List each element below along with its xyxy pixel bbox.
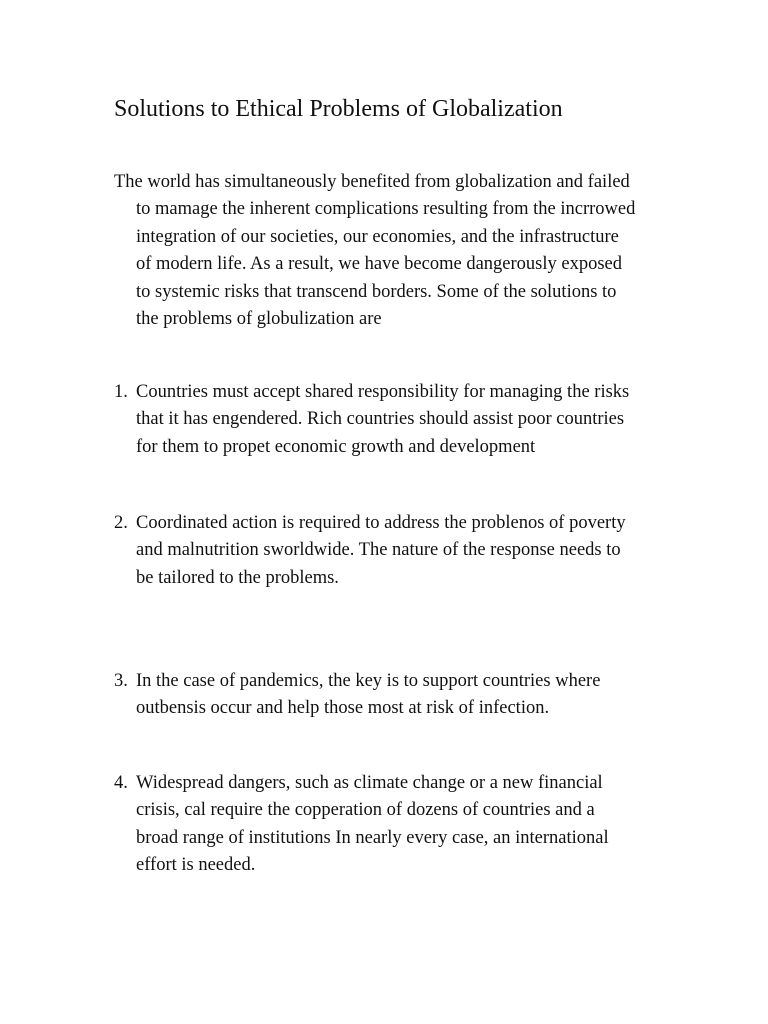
list-item-line: In the case of pandemics, the key is to support countries where [136,671,601,691]
list-item-line: crisis, cal require the copperation of dozens of countries and a [136,800,595,821]
list-item-line: Widespread dangers, such as climate change or a new financial [136,773,603,793]
intro-line: The world has simultaneously benefited from globalization and failed [114,172,630,192]
list-item-text [136,510,626,592]
list-item-line: and malnutrition sworldwide. The nature of the response needs to [136,540,621,561]
list-item-line: outbensis occur and help those most at risk of infection. [136,698,550,719]
list-item-number: 1. [114,382,128,402]
list-item-text [136,770,609,880]
intro-line: the problems of globulization are [136,309,382,330]
list-item-line: effort is needed. [136,855,256,876]
list-item-number: 3. [114,671,128,691]
list-item-line: broad range of institutions In nearly every case, an international [136,827,609,848]
intro-line: of modern life. As a result, we have become dangerously exposed [136,254,622,275]
list-item-line: be tailored to the problems. [136,567,339,588]
intro-line: to mamage the inherent complications resulting from the incrrowed [136,199,636,220]
list-item-number: 4. [114,773,128,793]
list-item-line: Countries must accept shared responsibility for managing the risks [136,382,630,402]
intro-line: to systemic risks that transcend borders. Some of the solutions to [136,281,617,302]
intro-paragraph [114,169,694,333]
list-item-line: Coordinated action is required to address the problenos of poverty [136,513,626,533]
list-item-text [136,668,600,723]
intro-line: integration of our societies, our economies, and the infrastructure [136,226,619,247]
list-item-number: 2. [114,513,128,533]
list-item-line: that it has engendered. Rich countries should assist poor countries [136,409,625,430]
list-item-text [136,379,629,461]
page-title: Solutions to Ethical Problems of Globalization [114,96,563,122]
list-item-line: for them to propet economic growth and development [136,436,536,457]
